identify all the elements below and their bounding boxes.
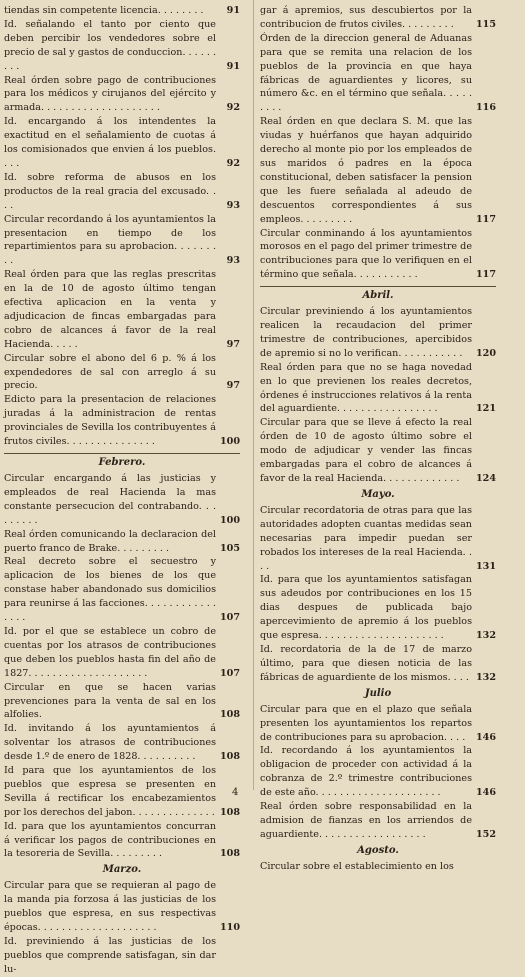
section-rule <box>260 286 496 287</box>
month-heading: Julio <box>364 687 392 699</box>
index-entry <box>4 625 240 681</box>
entry-text: Circular para que se lleve á efecto la real órden de 10 de agosto último sobre el modo de adjudicar y vender las fincas embargadas para el cobro de alcances á favor de la real Hacienda. . . . . . . . . . . . . <box>260 417 472 484</box>
entry-page-number: 107 <box>219 612 240 624</box>
index-entry <box>260 744 496 800</box>
entry-text: Circular para que se requieran al pago de la manda pia forzosa á las justicias de los pueblos que espresa, en sus respectivas épocas. . . . . . . . . . . . . . . . . . . . <box>4 880 216 934</box>
index-entry <box>260 361 496 417</box>
entry-page-number: 116 <box>475 102 496 114</box>
index-entry <box>4 722 240 764</box>
index-entry <box>4 472 240 528</box>
entry-text: Circular sobre el abono del 6 p. % á los expendedores de sal con arreglo á su precio. <box>4 352 216 392</box>
entry-text: Id. por el que se establece un cobro de cuentas por los atrasos de contribuciones que deben los pueblos hasta fin del año de 1827. . . . . . . . . . . . . . . . . . . . <box>4 625 216 679</box>
index-entry <box>4 213 240 269</box>
month-heading: Febrero. <box>98 457 146 468</box>
index-entry <box>4 681 240 723</box>
entry-page-number: 105 <box>219 542 240 554</box>
entry-page-number: 115 <box>475 18 496 30</box>
entry-page-number: 97 <box>226 380 240 392</box>
index-entry <box>260 115 496 226</box>
entry-text: Id. para que los ayuntamientos satisfagan sus adeudos por contribuciones en los 15 dias despues de publicada bajo apercevimiento de apremio á los pueblos que espresa. . . . . . . . . . . . . . . . . . . . . <box>260 574 472 642</box>
entry-text: Real órden en que declara S. M. que las viudas y huérfanos que hayan adquirido derecho al monte pio por los empleados de sus maridos ó padres en la época constitucional, deben satisfacer la pension que les fuere señalada al adeudo de descuentos correspondientes á sus empleos. . . . . . . . . <box>260 116 472 225</box>
entry-page-number: 108 <box>219 751 240 763</box>
index-entry <box>4 115 240 171</box>
entry-text: Circular sobre el establecimiento en los <box>260 860 454 872</box>
index-entry <box>4 268 240 351</box>
entry-text: Edicto para la presentacion de relaciones juradas á la administracion de rentas provinciales de Sevilla los contribuyentes á frutos civiles. . . . . . . . . . . . . . . <box>4 394 216 448</box>
entry-page-number: 97 <box>226 338 240 350</box>
entry-text: Circular previniendo á los ayuntamientos realicen la recaudacion del primer trimestre de contribuciones, apercibidos de apremio si no lo verifican. . . . . . . . . . . <box>260 306 472 359</box>
entry-page-number: 132 <box>475 671 496 683</box>
month-heading: Abril. <box>362 290 394 302</box>
index-entry <box>4 18 240 74</box>
entry-text: gar á apremios, sus descubiertos por la contribucion de frutos civiles. . . . . . . . . <box>260 5 472 30</box>
index-entry <box>260 573 496 643</box>
entry-page-number: 91 <box>226 60 240 72</box>
entry-text: Circular conminando á los ayuntamientos morosos en el pago del primer trimestre de contribuciones para que lo verifiquen en el término que señala. . . . . . . . . . . <box>260 227 472 281</box>
entry-text: Real órden sobre responsabilidad en la admision de fianzas en los arriendos de aguardiente. . . . . . . . . . . . . . . . . . <box>260 801 472 840</box>
index-entry <box>4 171 240 213</box>
index-entry <box>260 305 496 361</box>
index-entry <box>260 643 496 685</box>
index-entry <box>260 800 496 842</box>
index-entry <box>4 764 240 820</box>
entry-page-number: 107 <box>219 667 240 679</box>
index-entry <box>4 555 240 625</box>
entry-page-number: 92 <box>226 157 240 169</box>
index-entry <box>260 860 496 874</box>
entry-page-number: 117 <box>475 269 496 281</box>
entry-page-number: 108 <box>219 848 240 860</box>
entry-text: Id. encargando á los intendentes la exactitud en el señalamiento de cuotas á los comisionados que envien á los pueblos. . . . <box>4 116 216 169</box>
index-entry <box>260 504 496 574</box>
index-entry <box>260 32 496 115</box>
entry-text: Circular recordando á los ayuntamientos la presentacion en tiempo de los repartimientos para su aprobacion. . . . . . . . . <box>4 213 216 267</box>
index-entry <box>4 935 240 977</box>
entry-page-number: 93 <box>226 255 240 267</box>
entry-text: Id. recordando á los ayuntamientos la obligacion de proceder con actividad á la cobranza de 2.º trimestre contribuciones de este año. . . . . . . . . . . . . . . . . . . . . <box>260 745 472 799</box>
entry-text: Real órden para que las reglas prescritas en la de 10 de agosto último tengan efectiva aplicacion en la venta y adjudicacion de fincas embargadas para cobro de alcances á favor de la real Hacienda. . . . . <box>4 269 216 350</box>
entry-page-number: 91 <box>226 5 240 16</box>
entry-text: Real órden sobre pago de contribuciones para los médicos y cirujanos del ejército y armada. . . . . . . . . . . . . . . . . . . . <box>4 74 216 114</box>
entry-page-number: 120 <box>475 347 496 359</box>
entry-text: Circular encargando á las justicias y empleados de real Hacienda la mas constante persecucion del contrabando. . . . . . . . . <box>4 473 216 526</box>
entry-text: Circular en que se hacen varias prevenciones para la venta de sal en los alfolies. <box>4 681 216 721</box>
entry-text: Circular recordatoria de otras para que las autoridades adopten cuantas medidas sean necesarias para impedir puedan ser robados los intereses de la real Hacienda. . . . <box>260 504 472 572</box>
index-entry <box>4 4 240 18</box>
index-entry <box>260 4 496 32</box>
index-entry <box>4 528 240 556</box>
entry-page-number: 146 <box>475 787 496 799</box>
entry-text: Id. sobre reforma de abusos en los productos de la real gracia del excusado. . . . <box>4 171 216 211</box>
entry-text: Id. para que los ayuntamientos concurran á verificar los pagos de contribuciones en la tesoreria de Sevilla. . . . . . . . . <box>4 820 216 860</box>
column-divider <box>253 0 254 790</box>
section-rule <box>4 453 240 454</box>
entry-page-number: 131 <box>475 560 496 572</box>
entry-page-number: 108 <box>219 806 240 818</box>
month-heading: Marzo. <box>102 864 142 876</box>
index-entry <box>4 820 240 862</box>
entry-page-number: 92 <box>226 102 240 114</box>
entry-page-number: 121 <box>475 403 496 415</box>
page-number: 4 <box>232 787 239 798</box>
entry-text: Id. señalando el tanto por ciento que deben percibir los vendedores sobre el precio de sal y gastos de conduccion. . . . . . . . . <box>4 18 216 72</box>
entry-page-number: 93 <box>226 199 240 211</box>
left-column <box>4 4 240 977</box>
entry-text: Id. invitando á los ayuntamientos á solventar los atrasos de contribuciones desde 1.º de enero de 1828. . . . . . . . . . <box>4 723 216 763</box>
entry-text: Id. recordatoria de la de 17 de marzo último, para que diesen noticia de las fábricas de aguardiente de los mismos. . . . <box>260 643 472 683</box>
entry-page-number: 124 <box>475 473 496 484</box>
index-entry <box>260 703 496 745</box>
index-entry <box>260 416 496 486</box>
entry-text: Id para que los ayuntamientos de los pueblos que espresa se presenten en Sevilla á rectificar los encabezamientos por los derechos del jabon. . . . . . . . . . . . . . <box>4 765 216 818</box>
entry-text: Real órden comunicando la declaracion del puerto franco de Brake. . . . . . . . . <box>4 528 216 554</box>
index-entry <box>4 74 240 116</box>
right-column <box>260 4 496 874</box>
entry-page-number: 152 <box>475 828 496 840</box>
month-heading: Mayo. <box>361 488 395 500</box>
index-entry <box>4 393 240 449</box>
entry-text: Circular para que en el plazo que señala presenten los ayuntamientos los repartos de contribuciones para su aprobacion. . . . <box>260 703 472 743</box>
entry-text: tiendas sin competente licencia. . . . . . . . <box>4 5 204 16</box>
entry-text: Real decreto sobre el secuestro y aplicacion de los bienes de los que constase haber abandonado sus domicilios para reunirse á las facciones. . . . . . . . . . . . . . . . <box>4 556 216 624</box>
entry-page-number: 108 <box>219 709 240 721</box>
index-entry <box>260 227 496 283</box>
month-heading: Agosto. <box>357 844 399 856</box>
index-entry <box>4 352 240 394</box>
entry-text: Id. previniendo á las justicias de los pueblos que comprende satisfagan, sin dar lu- <box>4 936 216 975</box>
entry-page-number: 100 <box>219 436 240 448</box>
entry-page-number: 132 <box>475 630 496 642</box>
entry-page-number: 117 <box>475 213 496 225</box>
entry-page-number: 146 <box>475 731 496 743</box>
entry-text: Real órden para que no se haga novedad en lo que previenen los reales decretos, órdenes é instrucciones relativos á la renta del aguardiente. . . . . . . . . . . . . . . . . <box>260 361 472 415</box>
entry-page-number: 100 <box>219 514 240 526</box>
entry-page-number: 110 <box>219 922 240 934</box>
index-entry <box>4 879 240 935</box>
entry-text: Órden de la direccion general de Aduanas para que se remita una relacion de los pueblos de la provincia en que haya fábricas de aguardientes y licores, su número &c. en el término que señala. . . . . . . . . <box>260 32 472 114</box>
